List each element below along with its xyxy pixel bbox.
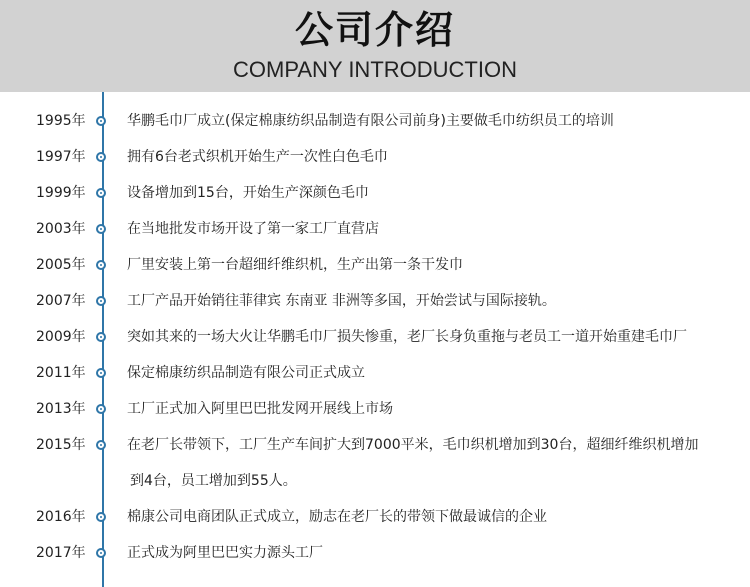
timeline-year: 2011年 <box>36 365 86 381</box>
timeline-dot-icon <box>96 152 106 162</box>
timeline-dot-icon <box>96 512 106 522</box>
timeline-event-text: 工厂正式加入阿里巴巴批发网开展线上市场 <box>127 401 393 417</box>
timeline-year: 2009年 <box>36 329 86 345</box>
timeline-year: 2013年 <box>36 401 86 417</box>
timeline-year: 1995年 <box>36 113 86 129</box>
timeline-event-text: 正式成为阿里巴巴实力源头工厂 <box>127 545 323 561</box>
timeline-year: 2003年 <box>36 221 86 237</box>
timeline-dot-icon <box>96 440 106 450</box>
timeline-year: 2015年 <box>36 437 86 453</box>
timeline-event-text: 拥有6台老式织机开始生产一次性白色毛巾 <box>127 149 388 165</box>
timeline-dot-icon <box>96 224 106 234</box>
timeline-event-text-continued: 到4台，员工增加到55人。 <box>130 473 297 489</box>
timeline-year: 1999年 <box>36 185 86 201</box>
timeline-year: 2017年 <box>36 545 86 561</box>
timeline-year: 2005年 <box>36 257 86 273</box>
timeline-dot-icon <box>96 188 106 198</box>
timeline-dot-icon <box>96 548 106 558</box>
timeline-event-text: 突如其来的一场大火让华鹏毛巾厂损失惨重，老厂长身负重拖与老员工一道开始重建毛巾厂 <box>127 329 687 345</box>
timeline-dot-icon <box>96 332 106 342</box>
timeline-year: 2007年 <box>36 293 86 309</box>
timeline-dot-icon <box>96 116 106 126</box>
timeline-event-text: 工厂产品开始销往菲律宾 东南亚 非洲等多国，开始尝试与国际接轨。 <box>127 293 556 309</box>
timeline-dot-icon <box>96 260 106 270</box>
timeline-event-text: 厂里安装上第一台超细纤维织机，生产出第一条干发巾 <box>127 257 463 273</box>
timeline-event-text: 设备增加到15台，开始生产深颜色毛巾 <box>127 185 369 201</box>
timeline-event-text: 在老厂长带领下，工厂生产车间扩大到7000平米，毛巾织机增加到30台，超细纤维织机增加 <box>127 437 699 453</box>
header-banner <box>0 0 750 92</box>
page-title: 公司介绍 <box>294 8 455 52</box>
timeline-dot-icon <box>96 296 106 306</box>
timeline-dot-icon <box>96 368 106 378</box>
timeline-event-text: 华鹏毛巾厂成立(保定棉康纺织品制造有限公司前身)主要做毛巾纺织员工的培训 <box>127 113 614 129</box>
timeline-event-text: 保定棉康纺织品制造有限公司正式成立 <box>127 365 365 381</box>
timeline-event-text: 在当地批发市场开设了第一家工厂直营店 <box>127 221 379 237</box>
timeline-year: 2016年 <box>36 509 86 525</box>
timeline-dot-icon <box>96 404 106 414</box>
page-subtitle: COMPANY INTRODUCTION <box>233 57 517 82</box>
timeline-event-text: 棉康公司电商团队正式成立，励志在老厂长的带领下做最诚信的企业 <box>127 509 547 525</box>
timeline-year: 1997年 <box>36 149 86 165</box>
